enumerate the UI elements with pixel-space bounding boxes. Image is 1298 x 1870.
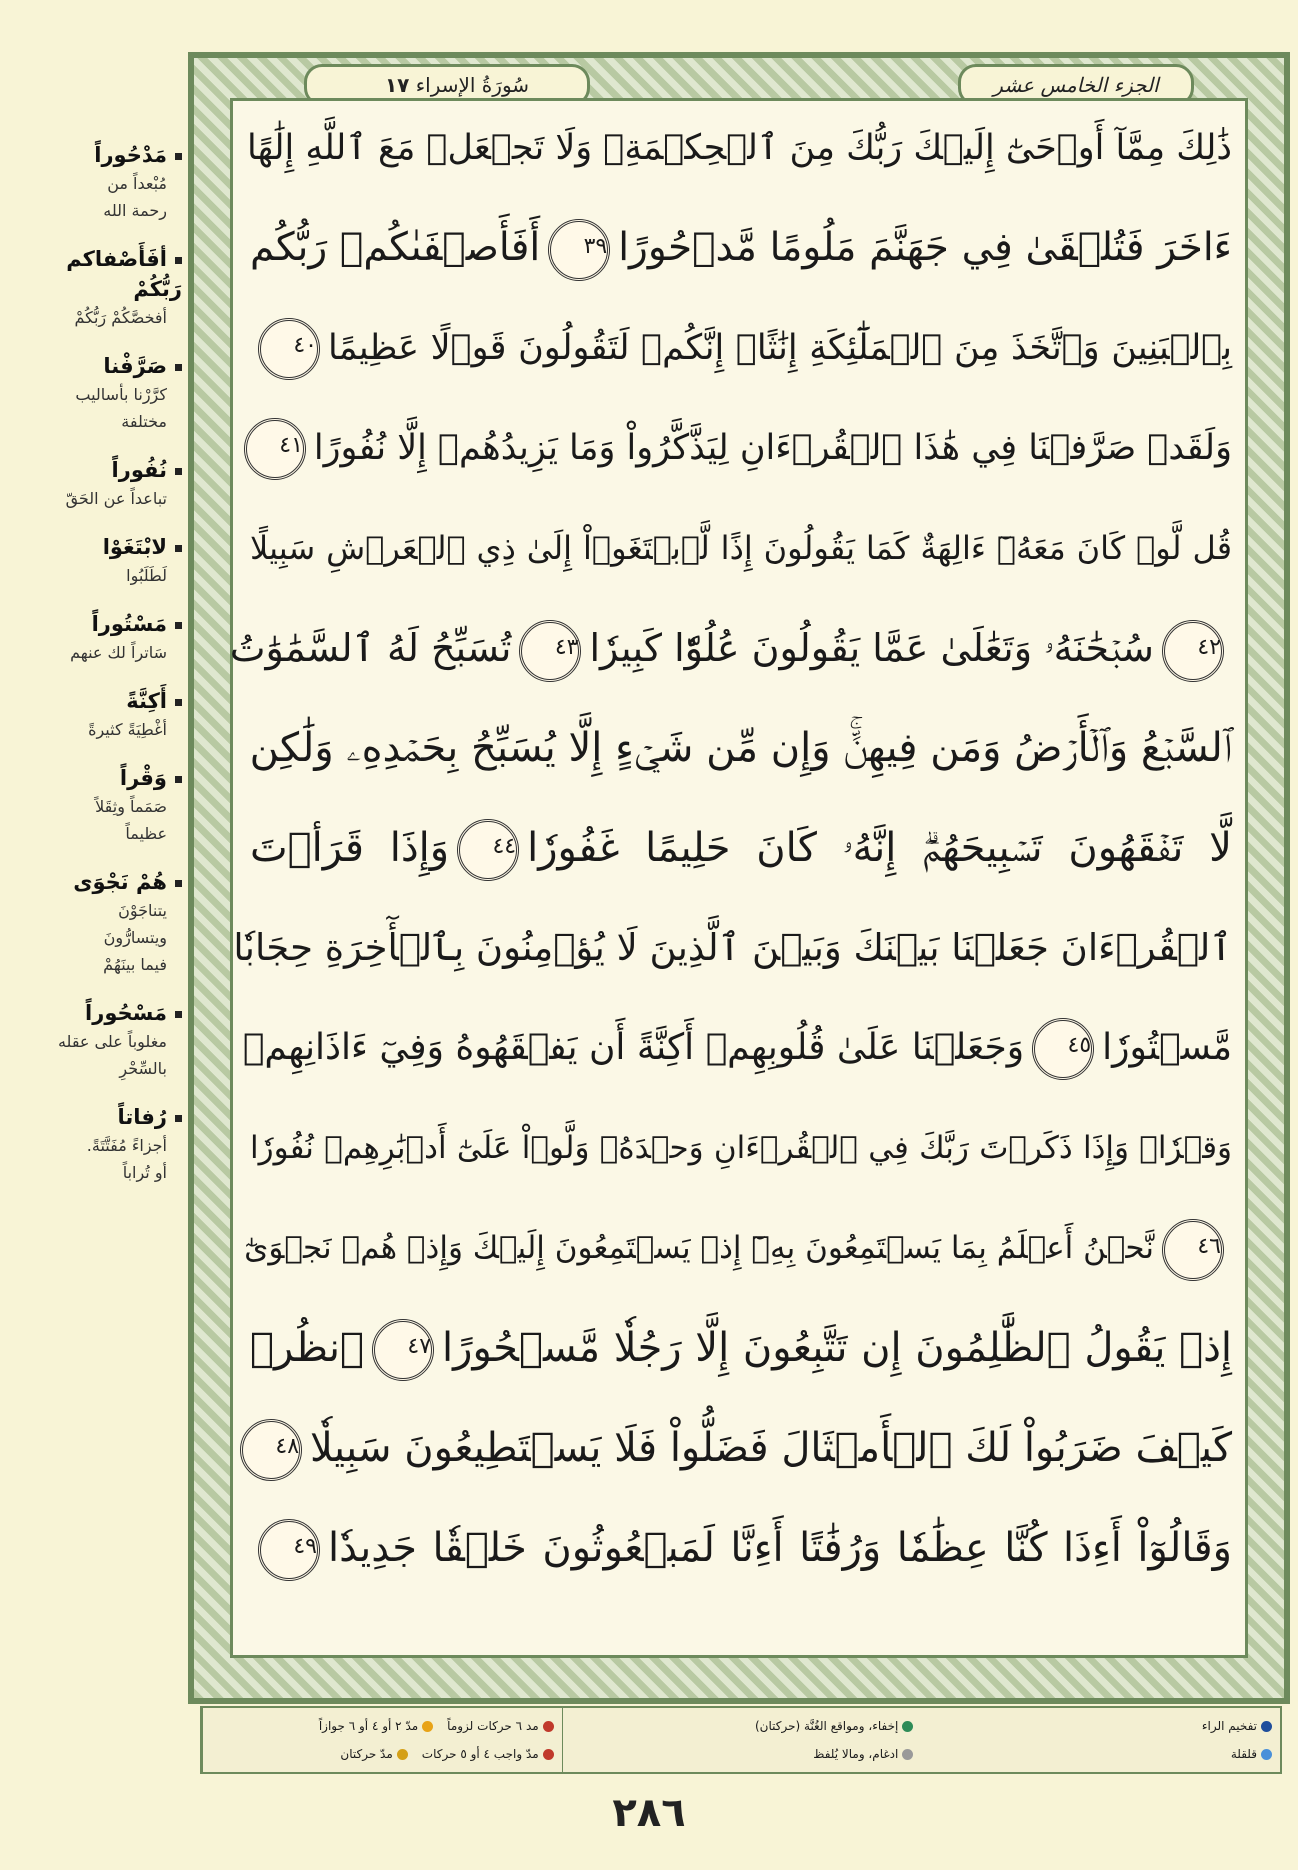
verse-line bbox=[230, 1198, 1252, 1298]
glossary-term: مَدْحُوراً bbox=[14, 140, 182, 170]
verse-line bbox=[230, 698, 1252, 798]
glossary-entry bbox=[14, 455, 182, 512]
legend-entry bbox=[422, 1747, 554, 1761]
glossary-definition: أغْطِيَةً كثيرةً bbox=[88, 720, 167, 739]
color-dot-icon bbox=[422, 1721, 433, 1732]
ayah-number-marker: ٤٢ bbox=[1162, 620, 1224, 682]
legend-label: تفخيم الراء bbox=[1201, 1719, 1258, 1733]
ayah-number-marker: ٤٠ bbox=[258, 318, 320, 380]
verse-text: وَقۡرٗاۚ وَإِذَا ذَكَرۡتَ رَبَّكَ فِي ٱلۡقُرۡءَانِ وَحۡدَهُۥ وَلَّوۡاْ عَلَىٰٓ أَدۡبَٰرِهِمۡ نُفُورٗا bbox=[250, 1130, 1232, 1166]
legend-label: مدّ حركتان bbox=[340, 1747, 393, 1761]
page-frame bbox=[188, 52, 1290, 1704]
glossary-definition: لَطَلَبُوا bbox=[126, 566, 167, 585]
color-dot-icon bbox=[543, 1721, 554, 1732]
verse-text: وَلَقَدۡ صَرَّفۡنَا فِي هَٰذَا ٱلۡقُرۡءَانِ لِيَذَّكَّرُواْ وَمَا يَزِيدُهُمۡ إِلَّا نُفُورًا bbox=[313, 428, 1232, 468]
glossary-definition: صَمَماً وثِقَلاً bbox=[95, 797, 167, 816]
legend-row bbox=[571, 1719, 914, 1733]
legend-row bbox=[211, 1747, 554, 1761]
glossary-term: صَرَّفْنا bbox=[14, 351, 182, 381]
verses-block bbox=[230, 98, 1252, 1598]
legend-label: قلقلة bbox=[1230, 1747, 1258, 1761]
page-number: ٢٨٦ bbox=[612, 1790, 686, 1836]
glossary-term: رُفاتاً bbox=[14, 1102, 182, 1132]
surah-number: ١٧ bbox=[384, 73, 410, 97]
ayah-number-marker: ٤٦ bbox=[1162, 1219, 1224, 1281]
verse-text: وَقَالُوٓاْ أَءِذَا كُنَّا عِظَٰمٗا وَرُفَٰتًا أَءِنَّا لَمَبۡعُوثُونَ خَلۡقٗا جَدِيدٗا bbox=[328, 1525, 1232, 1571]
verse-text: أَفَأَصۡفَىٰكُمۡ رَبُّكُم bbox=[250, 225, 541, 270]
verse-line bbox=[230, 898, 1252, 998]
verse-line bbox=[230, 798, 1252, 898]
glossary-definition: كرَّرْنا بأساليب bbox=[75, 385, 167, 404]
glossary-entry bbox=[14, 763, 182, 847]
legend-column-ra bbox=[921, 1708, 1280, 1772]
verse-text: ٱلسَّبۡعُ وَٱلۡأَرۡضُ وَمَن فِيهِنَّۚ وَإِن مِّن شَيۡءٍ إِلَّا يُسَبِّحُ بِحَمۡدِهِۦ وَلَٰكِن bbox=[249, 725, 1232, 771]
color-dot-icon bbox=[902, 1721, 913, 1732]
glossary-definition: أو تُراباً bbox=[122, 1163, 167, 1182]
glossary-term: هُمْ نَجْوَى bbox=[14, 867, 182, 897]
glossary-definition: أفخصَّكُمْ رَبُّكُمْ bbox=[74, 308, 167, 327]
juz-name: الجزء الخامس عشر bbox=[993, 73, 1159, 97]
color-dot-icon bbox=[902, 1749, 913, 1760]
ayah-number-marker: ٤٤ bbox=[457, 819, 519, 881]
verse-line bbox=[230, 1298, 1252, 1398]
legend-entry bbox=[1231, 1747, 1272, 1761]
verse-line bbox=[230, 1498, 1252, 1598]
glossary-definition: مختلفة bbox=[121, 412, 167, 431]
glossary-definition: ويتسارُّونَ bbox=[103, 928, 167, 947]
legend-entry bbox=[813, 1747, 913, 1761]
verse-text: تُسَبِّحُ لَهُ ٱلسَّمَٰوَٰتُ bbox=[229, 626, 512, 670]
glossary-definition: فيما بينَهُمْ bbox=[103, 955, 167, 974]
glossary-term: نُفُوراً bbox=[14, 455, 182, 485]
glossary-definition: مُبْعداً من bbox=[107, 174, 167, 193]
verse-text: مَّسۡتُورٗا bbox=[1102, 1027, 1232, 1068]
verse-text: بِٱلۡبَنِينَ وَٱتَّخَذَ مِنَ ٱلۡمَلَٰٓئِكَةِ إِنَٰثًاۚ إِنَّكُمۡ لَتَقُولُونَ قَوۡلًا عَظِيمًا bbox=[328, 328, 1232, 368]
verse-text: كَيۡفَ ضَرَبُواْ لَكَ ٱلۡأَمۡثَالَ فَضَلُّواْ فَلَا يَسۡتَطِيعُونَ سَبِيلٗا bbox=[310, 1425, 1232, 1471]
verse-line bbox=[230, 198, 1252, 298]
verse-text: لَّا تَفۡقَهُونَ تَسۡبِيحَهُمۡۗ إِنَّهُۥ كَانَ حَلِيمًا غَفُورٗا bbox=[527, 825, 1232, 871]
legend-column-madd bbox=[202, 1708, 562, 1772]
verse-line bbox=[230, 998, 1252, 1098]
legend-row bbox=[929, 1747, 1272, 1761]
ayah-number-marker: ٤٩ bbox=[258, 1519, 320, 1581]
margin-glossary bbox=[14, 140, 182, 1206]
verse-text: ذَٰلِكَ مِمَّآ أَوۡحَىٰٓ إِلَيۡكَ رَبُّكَ مِنَ ٱلۡحِكۡمَةِۗ وَلَا تَجۡعَلۡ مَعَ ٱللَّهِ إِلَٰهًا bbox=[247, 128, 1232, 168]
glossary-term: مَسْتُوراً bbox=[14, 609, 182, 639]
verse-text: ٱنظُرۡ bbox=[250, 1325, 365, 1371]
legend-label: مدّ واجب ٤ أو ٥ حركات bbox=[421, 1747, 539, 1761]
legend-entry bbox=[447, 1719, 554, 1733]
color-dot-icon bbox=[1261, 1721, 1272, 1732]
glossary-entry bbox=[14, 1102, 182, 1186]
glossary-entry bbox=[14, 867, 182, 978]
color-dot-icon bbox=[1261, 1749, 1272, 1760]
glossary-entry bbox=[14, 532, 182, 589]
glossary-definition: مغلوباً على عقله bbox=[57, 1032, 167, 1051]
verse-line bbox=[230, 1098, 1252, 1198]
glossary-term: وَقْراً bbox=[14, 763, 182, 793]
verse-line bbox=[230, 298, 1252, 398]
verse-text: قُل لَّوۡ كَانَ مَعَهُۥٓ ءَالِهَةٌ كَمَا يَقُولُونَ إِذًا لَّٱبۡتَغَوۡاْ إِلَىٰ ذِي ٱلۡعَرۡشِ سَبِيلًا bbox=[250, 529, 1232, 567]
glossary-definition: عظيماً bbox=[125, 824, 167, 843]
legend-row bbox=[211, 1719, 554, 1733]
legend-label: ادغام، ومالا يُلفظ bbox=[813, 1747, 899, 1761]
glossary-entry bbox=[14, 140, 182, 224]
legend-column-ghunna bbox=[562, 1708, 922, 1772]
glossary-definition: يتناجَوْنَ bbox=[118, 901, 167, 920]
ayah-number-marker: ٣٩ bbox=[548, 219, 610, 281]
glossary-entry bbox=[14, 244, 182, 331]
verse-line bbox=[230, 498, 1252, 598]
glossary-definition: أجزاءً مُفَتَّتَةً. bbox=[86, 1136, 167, 1155]
glossary-entry bbox=[14, 609, 182, 666]
legend-label: إخفاء، ومواقع الغُنَّة (حركتان) bbox=[754, 1719, 899, 1733]
glossary-definition: بالسِّحْرِ bbox=[119, 1059, 167, 1078]
legend-label: مدّ ٢ أو ٤ أو ٦ جوازاً bbox=[318, 1719, 419, 1733]
legend-row bbox=[571, 1747, 914, 1761]
ayah-number-marker: ٤٣ bbox=[519, 620, 581, 682]
verse-text: إِذۡ يَقُولُ ٱلظَّٰلِمُونَ إِن تَتَّبِعُونَ إِلَّا رَجُلٗا مَّسۡحُورًا bbox=[442, 1325, 1232, 1371]
verse-line bbox=[230, 1398, 1252, 1498]
verse-text: ءَاخَرَ فَتُلۡقَىٰ فِي جَهَنَّمَ مَلُومًا مَّدۡحُورًا bbox=[618, 225, 1232, 270]
verse-text: نَّحۡنُ أَعۡلَمُ بِمَا يَسۡتَمِعُونَ بِهِۦٓ إِذۡ يَسۡتَمِعُونَ إِلَيۡكَ وَإِذۡ هُمۡ نَجۡوَىٰٓ bbox=[244, 1230, 1154, 1266]
legend-entry bbox=[755, 1719, 913, 1733]
glossary-definition: رحمة الله bbox=[103, 201, 167, 220]
glossary-term: أَكِنَّةً bbox=[14, 686, 182, 716]
color-dot-icon bbox=[397, 1749, 408, 1760]
ayah-number-marker: ٤١ bbox=[244, 418, 306, 480]
legend-entry bbox=[1202, 1719, 1272, 1733]
verse-text: سُبۡحَٰنَهُۥ وَتَعَٰلَىٰ عَمَّا يَقُولُونَ عُلُوّٗا كَبِيرٗا bbox=[589, 626, 1154, 670]
legend-entry bbox=[340, 1747, 407, 1761]
verse-text: ٱلۡقُرۡءَانَ جَعَلۡنَا بَيۡنَكَ وَبَيۡنَ ٱلَّذِينَ لَا يُؤۡمِنُونَ بِٱلۡأٓخِرَةِ حِجَابٗا bbox=[233, 926, 1232, 969]
glossary-term: أفَأَصْفاكم رَبُّكُمْ bbox=[14, 244, 182, 304]
verse-line bbox=[230, 398, 1252, 498]
ayah-number-marker: ٤٧ bbox=[372, 1319, 434, 1381]
tajweed-legend bbox=[200, 1706, 1282, 1774]
glossary-entry bbox=[14, 351, 182, 435]
ayah-number-marker: ٤٨ bbox=[240, 1419, 302, 1481]
surah-name: سُورَةُ الإسراء bbox=[415, 73, 530, 97]
ayah-number-marker: ٤٥ bbox=[1032, 1018, 1094, 1080]
verse-line bbox=[230, 98, 1252, 198]
verse-line bbox=[230, 598, 1252, 698]
legend-entry bbox=[319, 1719, 433, 1733]
glossary-definition: تباعداً عن الحَقّ bbox=[65, 489, 167, 508]
glossary-entry bbox=[14, 686, 182, 743]
verse-text: وَجَعَلۡنَا عَلَىٰ قُلُوبِهِمۡ أَكِنَّةً أَن يَفۡقَهُوهُ وَفِيٓ ءَاذَانِهِمۡ bbox=[242, 1027, 1025, 1068]
legend-label: مد ٦ حركات لزوماً bbox=[447, 1719, 539, 1733]
glossary-term: لابْتَغَوْا bbox=[14, 532, 182, 562]
glossary-definition: سَاتراً لك عنهم bbox=[70, 643, 167, 662]
verse-text: وَإِذَا قَرَأۡتَ bbox=[250, 825, 450, 871]
glossary-term: مَسْحُوراً bbox=[14, 998, 182, 1028]
legend-row bbox=[929, 1719, 1272, 1733]
color-dot-icon bbox=[543, 1749, 554, 1760]
glossary-entry bbox=[14, 998, 182, 1082]
